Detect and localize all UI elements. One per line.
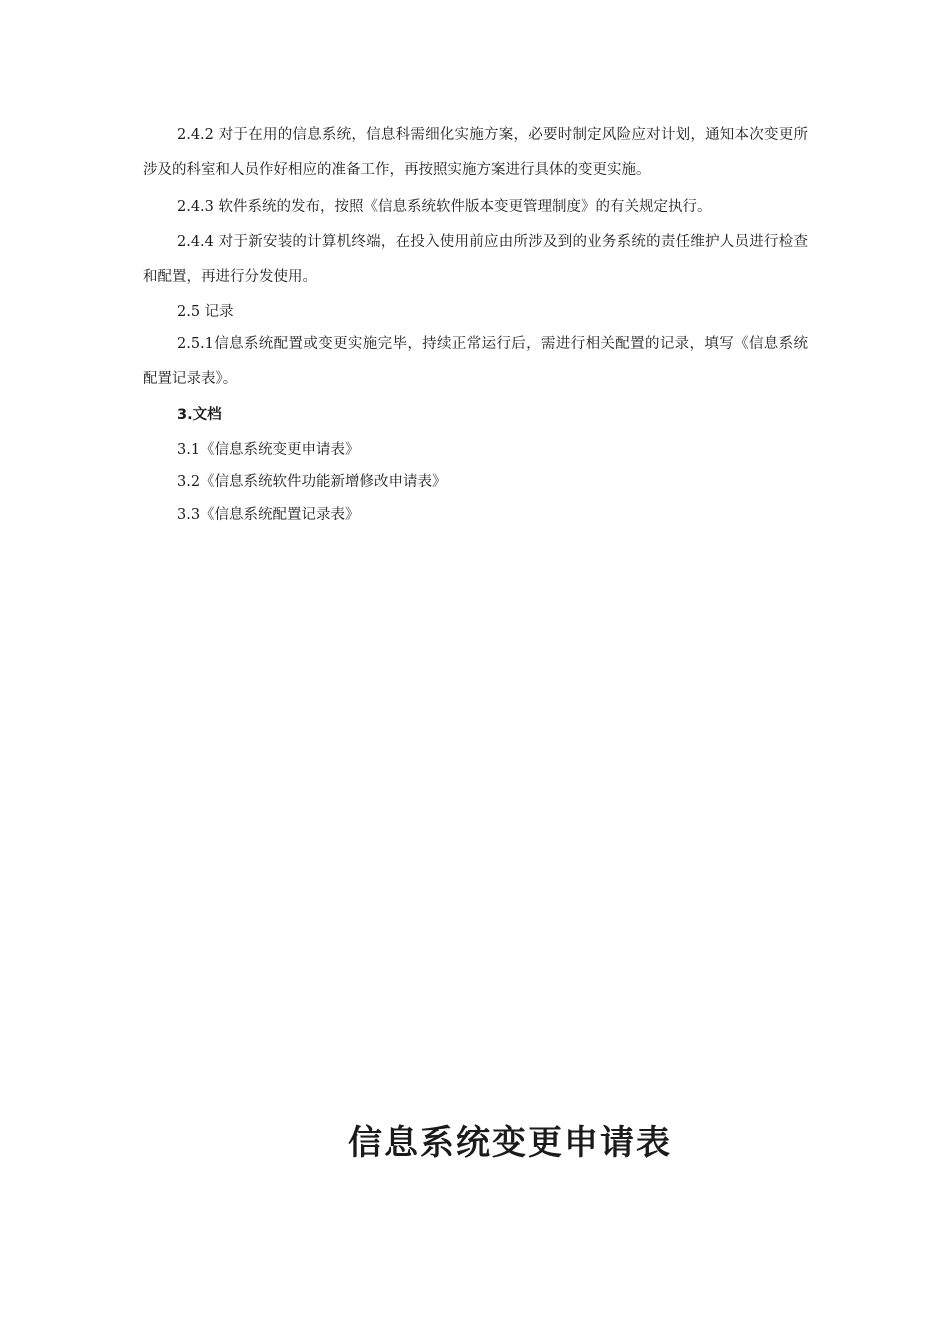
form-title: 信息系统变更申请表 <box>348 1123 672 1163</box>
heading-2-5: 2.5 记录 <box>177 304 234 320</box>
heading-3-documents: 3.文档 <box>177 407 222 423</box>
list-item-3-1: 3.1《信息系统变更申请表》 <box>177 442 360 458</box>
list-item-3-3: 3.3《信息系统配置记录表》 <box>177 507 360 523</box>
paragraph-2-4-4: 2.4.4 对于新安装的计算机终端，在投入使用前应由所涉及到的业务系统的责任维护人员进行检查和配置，再进行分发使用。 <box>143 234 808 285</box>
paragraph-2-4-3: 2.4.3 软件系统的发布，按照《信息系统软件版本变更管理制度》的有关规定执行。 <box>177 199 712 215</box>
list-item-3-2: 3.2《信息系统软件功能新增修改申请表》 <box>177 474 447 490</box>
paragraph-2-5-1: 2.5.1信息系统配置或变更实施完毕，持续正常运行后，需进行相关配置的记录，填写《信息系统配置记录表》。 <box>143 336 808 387</box>
paragraph-2-4-2: 2.4.2 对于在用的信息系统，信息科需细化实施方案，必要时制定风险应对计划，通知本次变更所涉及的科室和人员作好相应的准备工作，再按照实施方案进行具体的变更实施。 <box>143 127 808 178</box>
